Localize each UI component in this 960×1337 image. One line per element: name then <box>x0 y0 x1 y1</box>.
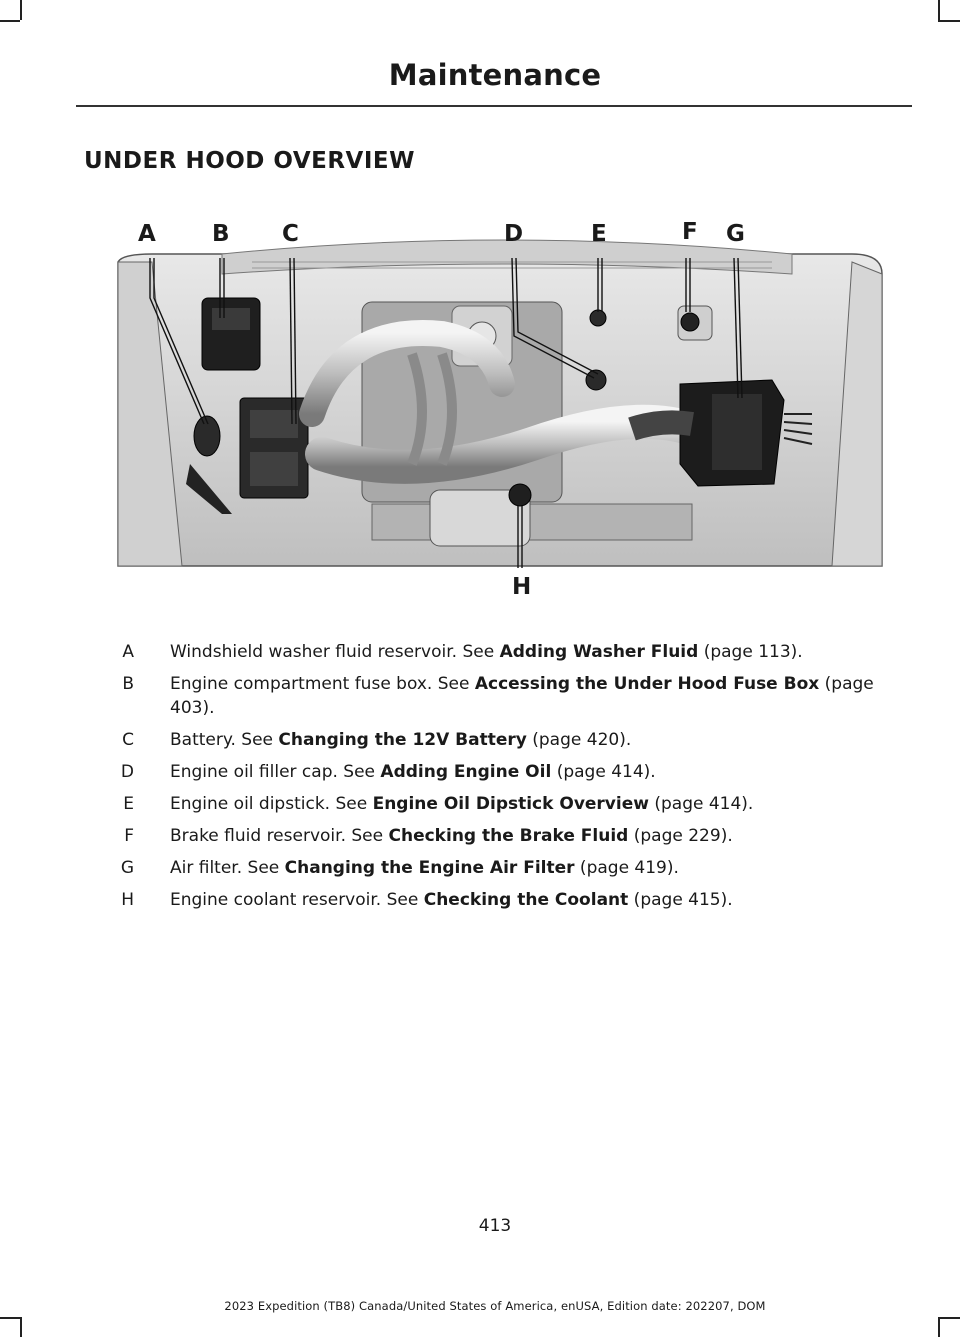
callout-h: H <box>512 574 532 600</box>
legend-description: Engine oil dipstick. See <box>170 794 373 814</box>
legend-letter: F <box>124 826 134 846</box>
legend-description: Brake fluid reservoir. See <box>170 826 389 846</box>
legend-item <box>112 856 902 880</box>
legend-description: Engine coolant reservoir. See <box>170 890 424 910</box>
legend-page-ref: (page 414). <box>648 794 754 814</box>
legend-letter: H <box>121 890 134 910</box>
legend-letter: C <box>122 730 134 750</box>
page-number: 413 <box>478 1216 512 1236</box>
callout-legend <box>112 640 902 920</box>
legend-page-ref: (page 420). <box>526 730 632 750</box>
legend-letter: E <box>123 794 134 814</box>
legend-page-ref: (page 415). <box>628 890 733 910</box>
crop-mark <box>0 20 20 22</box>
callout-d: D <box>504 221 524 247</box>
legend-reference-link[interactable]: Adding Engine Oil <box>380 762 552 782</box>
legend-reference-link[interactable]: Changing the 12V Battery <box>278 730 527 750</box>
crop-mark <box>938 1317 960 1319</box>
legend-description: Windshield washer fluid reservoir. See <box>170 642 500 662</box>
crop-mark <box>938 20 960 22</box>
legend-description: Engine compartment fuse box. See <box>170 674 475 694</box>
legend-page-ref: (page 229). <box>628 826 733 846</box>
legend-letter: G <box>120 858 134 878</box>
legend-reference-link[interactable]: Engine Oil Dipstick Overview <box>372 794 649 814</box>
crop-mark <box>0 1317 20 1319</box>
legend-item <box>112 640 902 664</box>
callout-g: G <box>726 221 745 247</box>
legend-item <box>112 824 902 848</box>
legend-description: Battery. See <box>170 730 279 750</box>
crop-mark <box>938 0 940 20</box>
header-divider <box>76 105 912 107</box>
legend-page-ref: (page 113). <box>698 642 803 662</box>
callout-b: B <box>212 221 230 247</box>
page-footer: 2023 Expedition (TB8) Canada/United States of America, enUSA, Edition date: 202207, DOM <box>224 1299 766 1313</box>
legend-page-ref: (page 419). <box>574 858 679 878</box>
legend-reference-link[interactable]: Accessing the Under Hood Fuse Box <box>474 674 820 694</box>
section-title: UNDER HOOD OVERVIEW <box>84 148 415 174</box>
legend-item <box>112 760 902 784</box>
callout-f: F <box>682 219 698 245</box>
legend-reference-link[interactable]: Adding Washer Fluid <box>499 642 699 662</box>
legend-item <box>112 672 902 720</box>
callout-a: A <box>138 221 156 247</box>
legend-reference-link[interactable]: Checking the Brake Fluid <box>388 826 629 846</box>
callout-e: E <box>591 221 607 247</box>
legend-description: Air filter. See <box>170 858 285 878</box>
crop-mark <box>20 1317 22 1337</box>
legend-letter: D <box>120 762 134 782</box>
legend-page-ref: (page 414). <box>551 762 656 782</box>
legend-description: Engine oil filler cap. See <box>170 762 381 782</box>
under-hood-illustration <box>112 214 888 604</box>
engine-bay-drawing <box>112 214 888 604</box>
legend-letter: B <box>122 674 134 694</box>
crop-mark <box>20 0 22 20</box>
legend-reference-link[interactable]: Changing the Engine Air Filter <box>284 858 575 878</box>
crop-mark <box>938 1317 940 1337</box>
legend-item <box>112 888 902 912</box>
legend-reference-link[interactable]: Checking the Coolant <box>423 890 629 910</box>
page-header-title: Maintenance <box>388 58 602 92</box>
legend-letter: A <box>122 642 134 662</box>
callout-c: C <box>282 221 299 247</box>
legend-item <box>112 792 902 816</box>
legend-page-ref: (page 403). <box>170 674 874 718</box>
legend-item <box>112 728 902 752</box>
